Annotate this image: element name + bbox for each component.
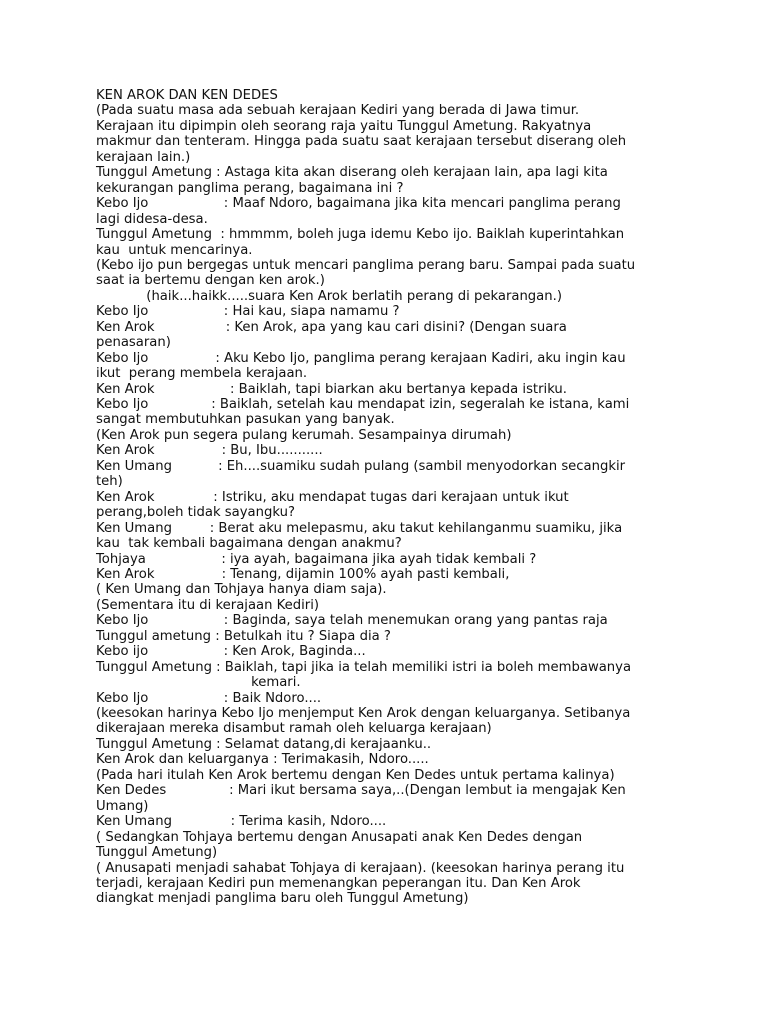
text-line: kau untuk mencarinya.: [96, 242, 253, 258]
text-line: Kebo Ijo : Baiklah, setelah kau mendapat izin, segeralah ke istana, kami: [96, 397, 630, 412]
text-line: Tunggul Ametung : Selamat datang,di kerajaanku..: [96, 736, 432, 752]
text-line: (Pada suatu masa ada sebuah kerajaan Kediri yang berada di Jawa timur.: [96, 103, 580, 119]
text-line: Kebo ijo : Ken Arok, Baginda...: [96, 644, 366, 660]
text-line: Ken Arok : Istriku, aku mendapat tugas dari kerajaan untuk ikut: [96, 489, 569, 505]
text-line: Umang): [96, 798, 149, 814]
text-line: Kebo Ijo : Maaf Ndoro, bagaimana jika kita mencari panglima perang: [96, 196, 621, 212]
text-line: Tunggul Ametung : Baiklah, tapi jika ia telah memiliki istri ia boleh membawanya: [96, 659, 632, 675]
text-line: Ken Dedes : Mari ikut bersama saya,..(Dengan lembut ia mengajak Ken: [96, 783, 626, 799]
text-line: Tunggul Ametung : Astaga kita akan diserang oleh kerajaan lain, apa lagi kita: [96, 165, 608, 181]
text-line: terjadi, kerajaan Kediri pun memenangkan peperangan itu. Dan Ken Arok: [96, 875, 581, 891]
text-line: ikut perang membela kerajaan.: [96, 366, 308, 382]
text-line: Tunggul Ametung : hmmmm, boleh juga idemu Kebo ijo. Baiklah kuperintahkan: [96, 227, 625, 243]
text-line: perang,boleh tidak sayangku?: [96, 505, 295, 521]
text-line: ( Anusapati menjadi sahabat Tohjaya di kerajaan). (keesokan harinya perang itu: [96, 860, 625, 876]
document-title: KEN AROK DAN KEN DEDES: [96, 88, 278, 103]
text-line: diangkat menjadi panglima baru oleh Tunggul Ametung): [96, 891, 469, 907]
text-line: Kebo Ijo : Hai kau, siapa namamu ?: [96, 304, 400, 320]
text-line: Ken Umang : Eh....suamiku sudah pulang (sambil menyodorkan secangkir: [96, 458, 626, 474]
text-line: ( Ken Umang dan Tohjaya hanya diam saja).: [96, 582, 387, 598]
text-line: Kebo Ijo : Baginda, saya telah menemukan orang yang pantas raja: [96, 613, 608, 629]
text-line: ( Sedangkan Tohjaya bertemu dengan Anusapati anak Ken Dedes dengan: [96, 829, 583, 845]
text-line: Tohjaya : iya ayah, bagaimana jika ayah tidak kembali ?: [96, 551, 537, 567]
text-line: makmur dan tenteram. Hingga pada suatu saat kerajaan tersebut diserang oleh: [96, 134, 627, 150]
text-line: sangat membutuhkan pasukan yang banyak.: [96, 412, 395, 428]
text-line: (Kebo ijo pun bergegas untuk mencari panglima perang baru. Sampai pada suatu: [96, 257, 636, 273]
text-line: Ken Umang : Terima kasih, Ndoro....: [96, 814, 387, 830]
text-line: Kebo Ijo : Aku Kebo Ijo, panglima perang kerajaan Kadiri, aku ingin kau: [96, 350, 626, 366]
text-line: Ken Arok : Tenang, dijamin 100% ayah pasti kembali,: [96, 566, 510, 582]
text-line: Ken Arok : Ken Arok, apa yang kau cari disini? (Dengan suara: [96, 319, 567, 335]
text-line: Kebo Ijo : Baik Ndoro....: [96, 690, 322, 706]
text-line: dikerajaan mereka disambut ramah oleh keluarga kerajaan): [96, 721, 492, 737]
text-line: lagi didesa-desa.: [96, 211, 208, 227]
text-line: Ken Arok : Baiklah, tapi biarkan aku bertanya kepada istriku.: [96, 381, 567, 397]
text-line: (haik...haikk.....suara Ken Arok berlatih perang di pekarangan.): [96, 288, 562, 304]
text-line: Tunggul Ametung): [96, 845, 218, 861]
text-line: (Pada hari itulah Ken Arok bertemu dengan Ken Dedes untuk pertama kalinya): [96, 767, 615, 783]
text-line: (Ken Arok pun segera pulang kerumah. Sesampainya dirumah): [96, 427, 512, 443]
text-line: kau tak kembali bagaimana dengan anakmu?: [96, 536, 402, 552]
text-line: Ken Arok dan keluarganya : Terimakasih, Ndoro.....: [96, 752, 429, 768]
text-line: kemari.: [96, 675, 301, 691]
text-line: (keesokan harinya Kebo Ijo menjemput Ken Arok dengan keluarganya. Setibanya: [96, 706, 631, 721]
text-line: kekurangan panglima perang, bagaimana ini ?: [96, 180, 404, 196]
text-line: Ken Arok : Bu, Ibu...........: [96, 443, 323, 459]
text-line: saat ia bertemu dengan ken arok.): [96, 273, 325, 289]
text-line: teh): [96, 474, 123, 490]
text-line: Ken Umang : Berat aku melepasmu, aku takut kehilanganmu suamiku, jika: [96, 520, 623, 536]
text-line: penasaran): [96, 335, 171, 351]
text-line: kerajaan lain.): [96, 149, 191, 165]
text-line: Kerajaan itu dipimpin oleh seorang raja yaitu Tunggul Ametung. Rakyatnya: [96, 118, 592, 134]
text-line: Tunggul ametung : Betulkah itu ? Siapa dia ?: [96, 628, 391, 644]
text-line: (Sementara itu di kerajaan Kediri): [96, 597, 320, 613]
